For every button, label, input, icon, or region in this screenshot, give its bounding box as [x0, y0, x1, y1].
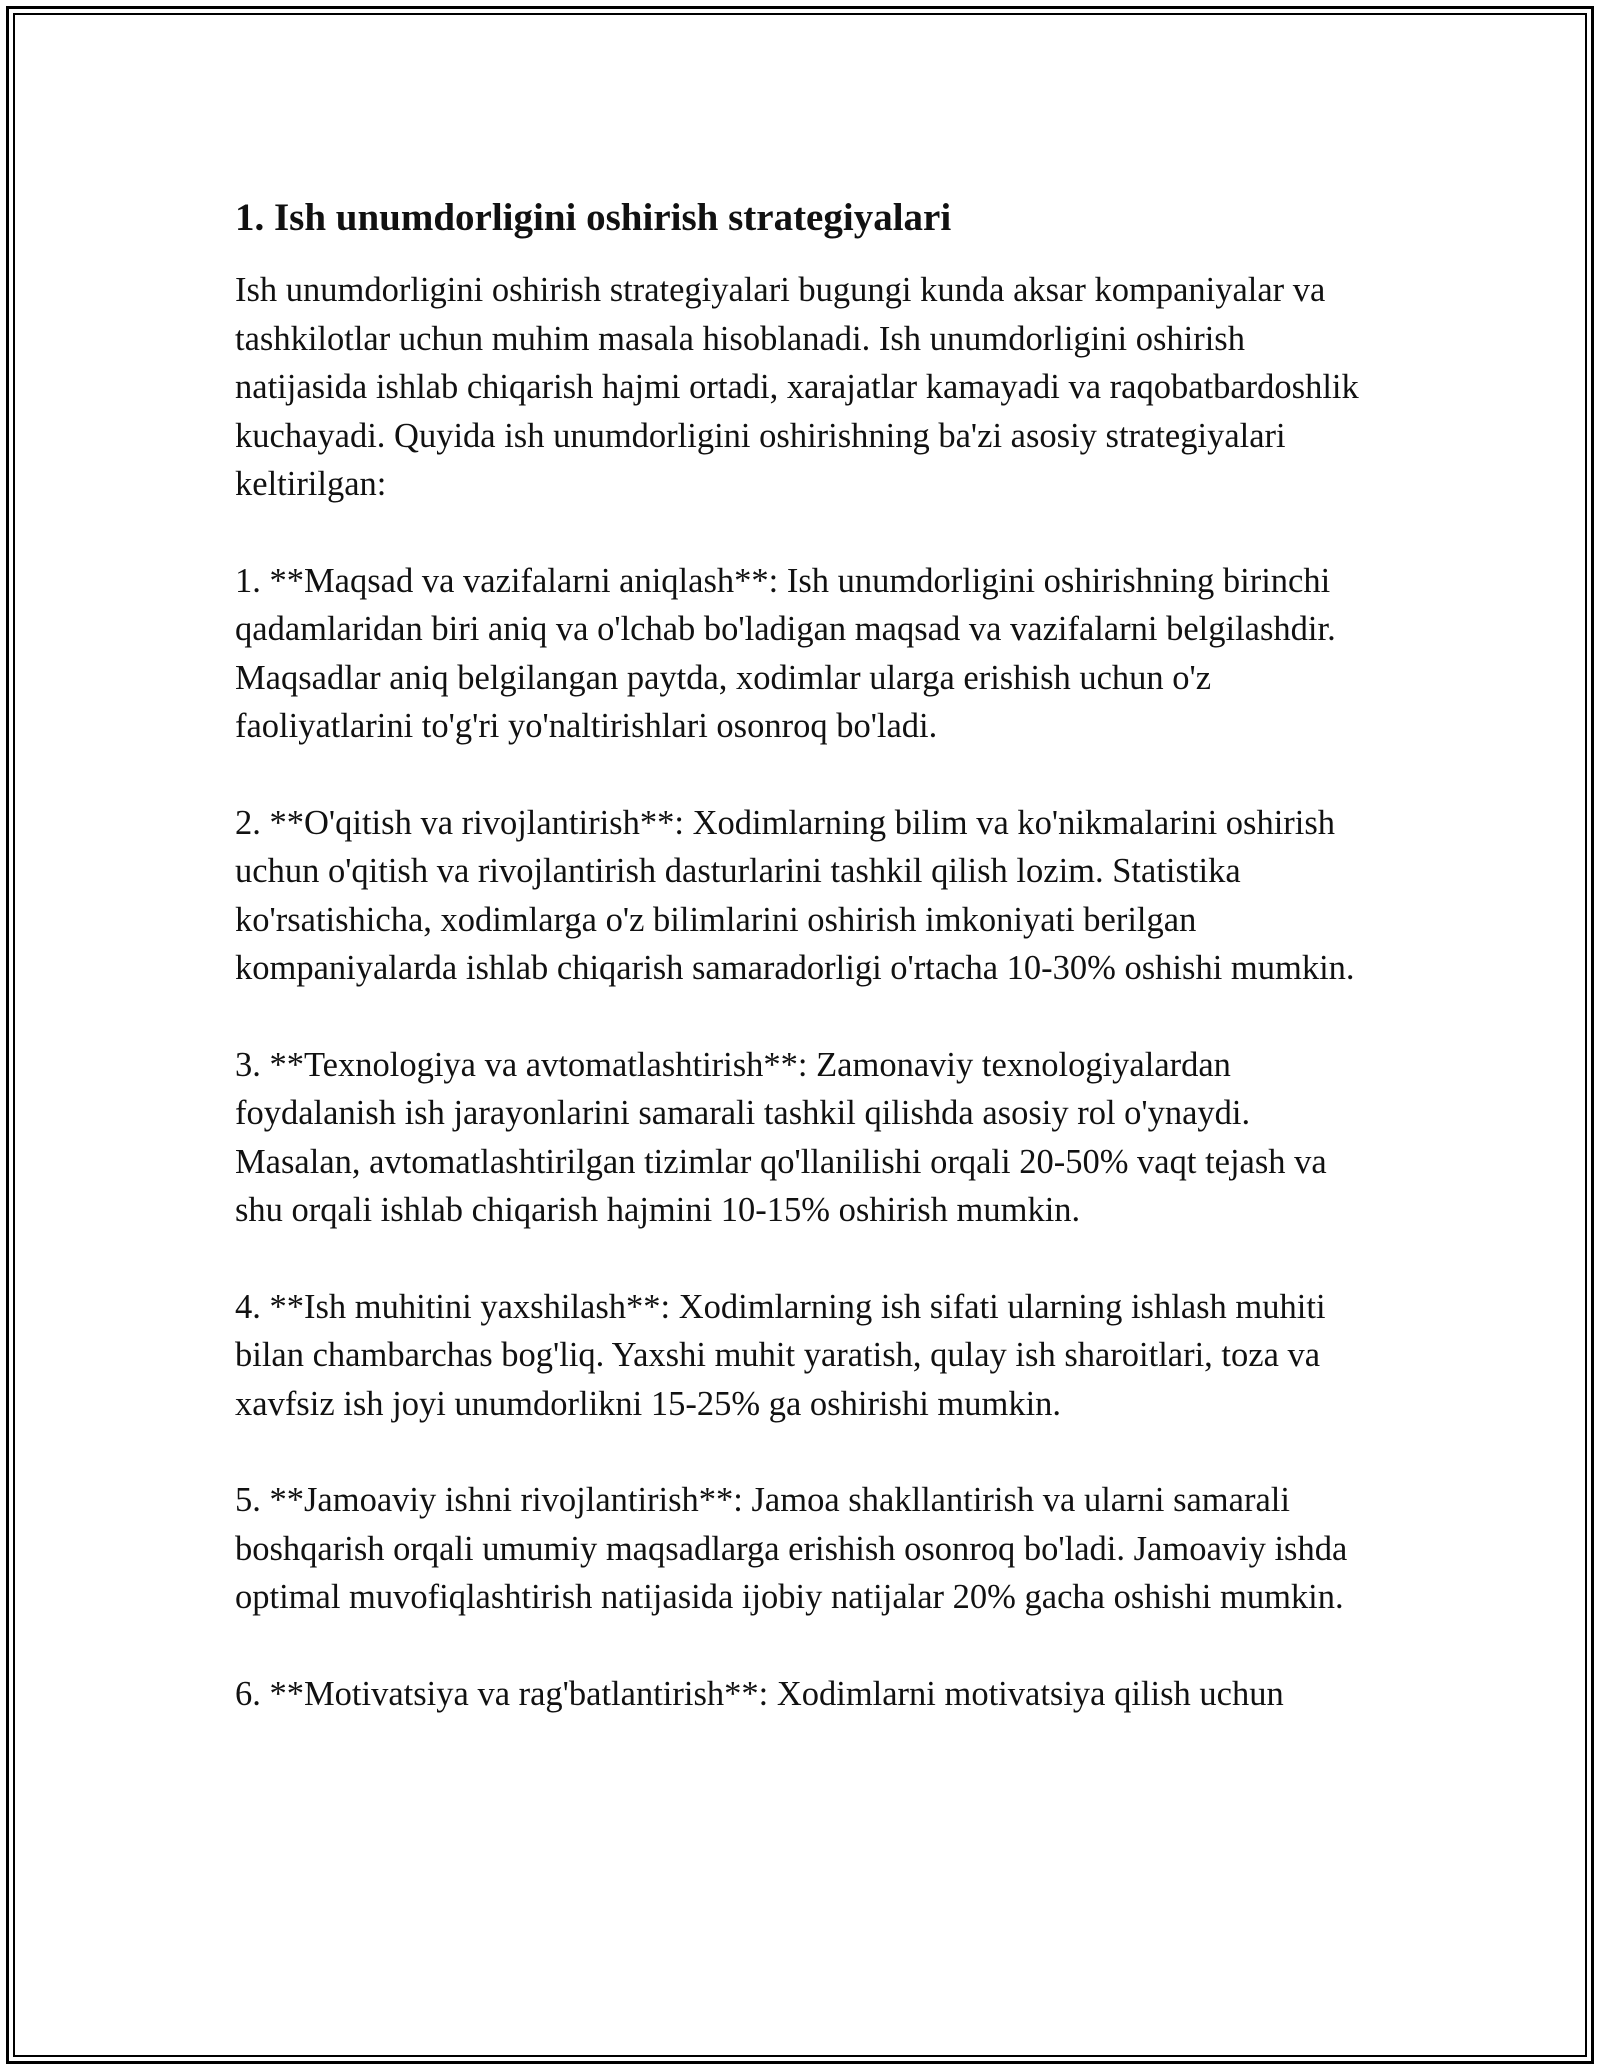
- list-item-training: 2. **O'qitish va rivojlantirish**: Xodimlarning bilim va ko'nikmalarini oshirish uchun o'qitish va rivojlantirish dasturlarini tashkil qilish lozim. Statistika ko'rsatishicha, xodimlarga o'z bilimlarini oshirish imkoniyati berilgan kompaniyalarda ishlab chiqarish samaradorligi o'rtacha 10-30% oshishi mumkin.: [235, 803, 1355, 987]
- document-title: 1. Ish unumdorligini oshirish strategiyalari: [235, 196, 952, 239]
- list-item-technology: 3. **Texnologiya va avtomatlashtirish**: Zamonaviy texnologiyalardan foydalanish ish jarayonlarini samarali tashkil qilishda asosiy rol o'ynaydi. Masalan, avtomatlashtirilgan tizimlar qo'llanilishi orqali 20-50% vaqt tejash va shu orqali ishlab chiqarish hajmini 10-15% oshirish mumkin.: [235, 1045, 1327, 1229]
- list-item-goals: 1. **Maqsad va vazifalarni aniqlash**: Ish unumdorligini oshirishning birinchi qadamlaridan biri aniq va o'lchab bo'ladigan maqsad va vazifalarni belgilashdir. Maqsadlar aniq belgilangan paytda, xodimlar ularga erishish uchun o'z faoliyatlarini to'g'ri yo'naltirishlari osonroq bo'ladi.: [235, 561, 1336, 745]
- document-body: [235, 190, 1375, 1766]
- list-item-environment: 4. **Ish muhitini yaxshilash**: Xodimlarning ish sifati ularning ishlash muhiti bilan chambarchas bog'liq. Yaxshi muhit yaratish, qulay ish sharoitlari, toza va xavfsiz ish joyi unumdorlikni 15-25% ga oshirishi mumkin.: [235, 1287, 1326, 1423]
- intro-paragraph: Ish unumdorligini oshirish strategiyalari bugungi kunda aksar kompaniyalar va tashkilotlar uchun muhim masala hisoblanadi. Ish unumdorligini oshirish natijasida ishlab chiqarish hajmi ortadi, xarajatlar kamayadi va raqobatbardoshlik kuchayadi. Quyida ish unumdorligini oshirishning ba'zi asosiy strategiyalari keltirilgan:: [235, 271, 1359, 503]
- list-item-motivation: 6. **Motivatsiya va rag'batlantirish**: Xodimlarni motivatsiya qilish uchun: [235, 1674, 1284, 1713]
- list-item-teamwork: 5. **Jamoaviy ishni rivojlantirish**: Jamoa shakllantirish va ularni samarali boshqarish orqali umumiy maqsadlarga erishish osonroq bo'ladi. Jamoaviy ishda optimal muvofiqlashtirish natijasida ijobiy natijalar 20% gacha oshishi mumkin.: [235, 1481, 1348, 1616]
